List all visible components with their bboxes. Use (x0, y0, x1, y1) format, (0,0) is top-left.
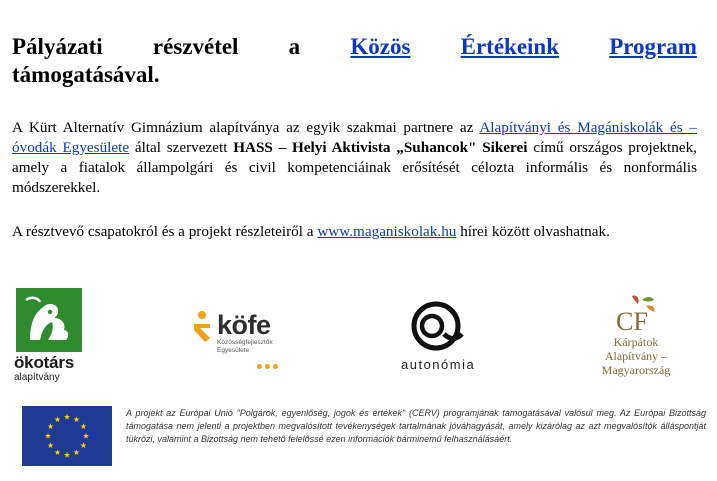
heading-line-1 (12, 33, 697, 61)
kofe-dots-icon (257, 356, 281, 374)
karpatok-line-2: Alapítvány – (604, 349, 668, 363)
para1-text: A Kürt Alternatív Gimnázium alapítványa az egyik szakmai partnere az (12, 119, 480, 136)
eu-funding-notice: A projekt az Európai Unió "Polgárok, egyenlőség, jogok és értékek" (CERV) programjának támogatásával valósul meg. Az Európai Bizottság támogatása nem jelenti a projektben megvalósított tevékenységek tartalmának jóváhagyását, amely kizárólag az azt megvalósítók álláspontját tükrözi, valamint a Bizottság nem tehető felelőssé ezen információk bárminemű felhasználásáért. (126, 408, 706, 444)
eu-flag-icon (22, 406, 112, 466)
kofe-sub-1: Közösségfejlesztők (217, 339, 273, 346)
kofe-label (217, 311, 281, 374)
teams-paragraph (12, 222, 697, 242)
page-heading (12, 33, 697, 89)
heading-word: Pályázati (12, 34, 103, 59)
para2-text: A résztvevő csapatokról és a projekt részleteiről a (12, 223, 318, 240)
okotars-logo-icon (16, 288, 82, 352)
okotars-sub: alapítvány (14, 372, 60, 383)
program-link-word[interactable]: Értékeink (460, 34, 560, 59)
program-link-word[interactable]: Közös (350, 34, 411, 59)
okotars-name: ökotárs (14, 353, 75, 372)
para1-text: által szervezett (129, 139, 234, 156)
kofe-mark-icon (190, 310, 214, 346)
heading-line-2: támogatásával. (12, 62, 160, 87)
autonomia-logo-icon (408, 300, 466, 354)
project-paragraph (12, 118, 697, 198)
program-link-word[interactable]: Program (609, 34, 697, 59)
heading-word: a (288, 34, 301, 59)
karpatok-line-3: Magyarország (601, 363, 671, 377)
karpatok-mono: CF (616, 307, 648, 334)
okotars-label (14, 354, 74, 383)
karpatok-line-1: Kárpátok (613, 335, 659, 349)
kofe-sub-2: Egyesülete (217, 346, 250, 354)
para1-text: című országos projektnek, amely a fiatalok állampolgári és civil kompetenciáinak erősítését célozta informális és nonformális módszerekkel. (12, 139, 697, 196)
para2-text: hírei között olvashatnak. (456, 223, 610, 240)
karpatok-label (590, 335, 682, 377)
autonomia-name: autonómia (401, 357, 476, 372)
association-link[interactable]: Alapítványi és Magániskolák és –óvodák Egyesülete (12, 119, 697, 156)
heading-word: részvétel (152, 34, 239, 59)
project-title: HASS – Helyi Aktivista „Suhancok" Sikerei (233, 139, 528, 156)
karpatok-logo-icon (612, 294, 660, 334)
kofe-name: köfe (217, 310, 271, 340)
website-link[interactable]: www.maganiskolak.hu (317, 223, 457, 240)
